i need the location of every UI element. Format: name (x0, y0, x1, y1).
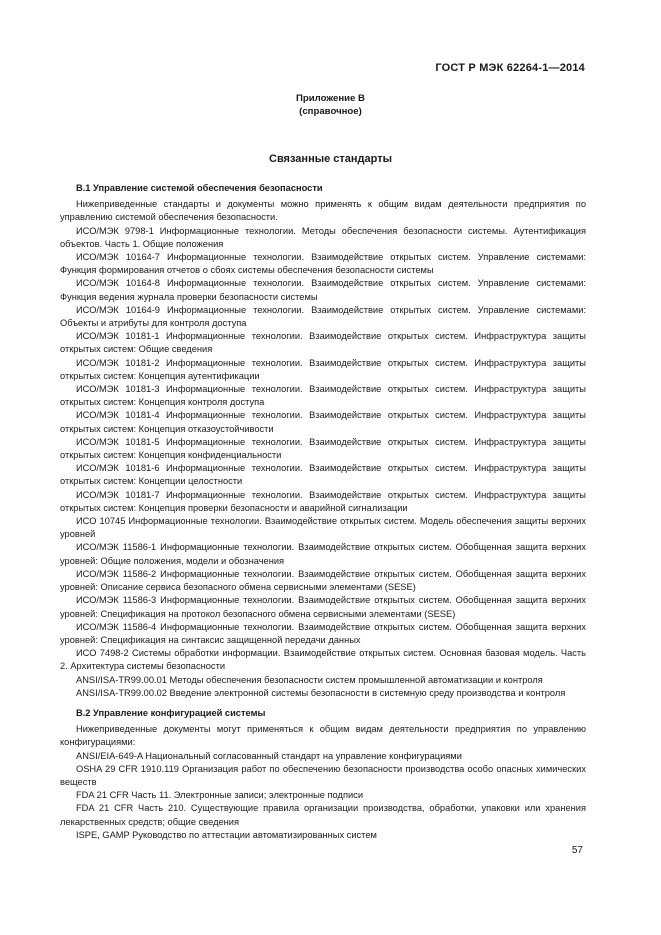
section-configuration (60, 707, 586, 842)
standard-item: ANSI/EIA-649-A Национальный согласованный стандарт на управление конфигурациями (76, 750, 462, 761)
subsection-heading: В.1 Управление системой обеспечения безопасности (76, 183, 323, 193)
standard-item: ИСО/МЭК 10164-9 Информационные технологии. Взаимодействие открытых систем. Управление системами: Объекты и атрибуты для контроля доступа (60, 304, 586, 329)
standard-item: ИСО/МЭК 11586-2 Информационные технологии. Взаимодействие открытых систем. Обобщенная защита верхних уровней: Описание сервиса безопасного обмена сервисными элементами (SESE) (60, 568, 586, 593)
standard-item: FDA 21 CFR Часть 210. Существующие правила организации производства, обработки, упаковки или хранения лекарственных средств; общие сведения (60, 803, 586, 827)
standard-item: ISPE, GAMP Руководство по аттестации автоматизированных систем (76, 829, 377, 840)
subsection-heading: В.2 Управление конфигурацией системы (76, 707, 266, 718)
standard-item: ИСО/МЭК 10181-7 Информационные технологии. Взаимодействие открытых систем. Инфраструктура защиты открытых систем: Концепция проверки безопасности и аварийной сигнализации (60, 489, 586, 513)
page-number: 57 (571, 845, 583, 856)
section-intro: Нижеприведенные документы могут применяться к общим видам деятельности предприятия по управлению конфигурациями: (60, 724, 586, 748)
standard-item: ИСО 7498-2 Системы обработки информации. Взаимодействие открытых систем. Основная базовая модель. Часть 2. Архитектура системы безопасности (60, 648, 586, 672)
standard-item: ИСО/МЭК 11586-4 Информационные технологии. Взаимодействие открытых систем. Обобщенная защита верхних уровней: Спецификация на синтаксис защищенной передачи данных (60, 621, 586, 645)
document-code: ГОСТ Р МЭК 62264-1—2014 (435, 62, 585, 74)
section-security (60, 182, 586, 700)
standard-item: ИСО/МЭК 10164-7 Информационные технологии. Взаимодействие открытых систем. Управление системами: Функция формирования отчетов о сбоях системы обеспечения безопасности системы (60, 252, 586, 276)
standard-item: ИСО/МЭК 10181-1 Информационные технологии. Взаимодействие открытых систем. Инфраструктура защиты открытых систем: Общие сведения (60, 331, 586, 355)
standard-item: ИСО/МЭК 10164-8 Информационные технологии. Взаимодействие открытых систем. Управление системами: Функция ведения журнала проверки безопасности системы (60, 278, 586, 302)
appendix-title: Приложение В (296, 93, 365, 104)
standard-item: ИСО/МЭК 10181-2 Информационные технологии. Взаимодействие открытых систем. Инфраструктура защиты открытых систем: Концепция аутентификации (60, 357, 586, 381)
standard-item: ИСО/МЭК 11586-3 Информационные технологии. Взаимодействие открытых систем. Обобщенная защита верхних уровней: Спецификация на протокол безопасного обмена сервисными элементами (SESE) (60, 595, 586, 619)
appendix-subtitle: (справочное) (299, 106, 362, 117)
section-intro: Нижеприведенные стандарты и документы можно применять к общим видам деятельности предприятия по управлению системой обеспечения безопасности. (60, 199, 586, 223)
section-title: Связанные стандарты (269, 153, 392, 165)
standard-item: ИСО/МЭК 10181-4 Информационные технологии. Взаимодействие открытых систем. Инфраструктура защиты открытых систем: Концепция отказоустойчивости (60, 410, 586, 434)
standard-item: ИСО 10745 Информационные технологии. Взаимодействие открытых систем. Модель обеспечения защиты верхних уровней (60, 516, 586, 540)
document-body (60, 182, 586, 842)
standard-item: ANSI/ISA-TR99.00.01 Методы обеспечения безопасности систем промышленной автоматизации и контроля (76, 674, 543, 685)
standard-item: ИСО/МЭК 9798-1 Информационные технологии. Методы обеспечения безопасности системы. Аутентификация объектов. Часть 1. Общие положения (60, 225, 586, 249)
standard-item: ANSI/ISA-TR99.00.02 Введение электронной системы безопасности в системную среду производства и контроля (76, 687, 566, 698)
standard-item: ИСО/МЭК 10181-5 Информационные технологии. Взаимодействие открытых систем. Инфраструктура защиты открытых систем: Концепция конфиденциальности (60, 436, 586, 461)
standard-item: OSHA 29 CFR 1910.119 Организация работ по обеспечению безопасности производства особо опасных химических веществ (60, 763, 586, 787)
standard-item: ИСО/МЭК 11586-1 Информационные технологии. Взаимодействие открытых систем. Обобщенная защита верхних уровней: Общие положения, модели и обозначения (60, 542, 586, 566)
standard-item: ИСО/МЭК 10181-3 Информационные технологии. Взаимодействие открытых систем. Инфраструктура защиты открытых систем: Концепция контроля доступа (60, 384, 586, 408)
standard-item: ИСО/МЭК 10181-6 Информационные технологии. Взаимодействие открытых систем. Инфраструктура защиты открытых систем: Концепции целостности (60, 463, 586, 487)
appendix-heading (0, 92, 661, 118)
standard-item: FDA 21 CFR Часть 11. Электронные записи; электронные подписи (76, 790, 364, 801)
